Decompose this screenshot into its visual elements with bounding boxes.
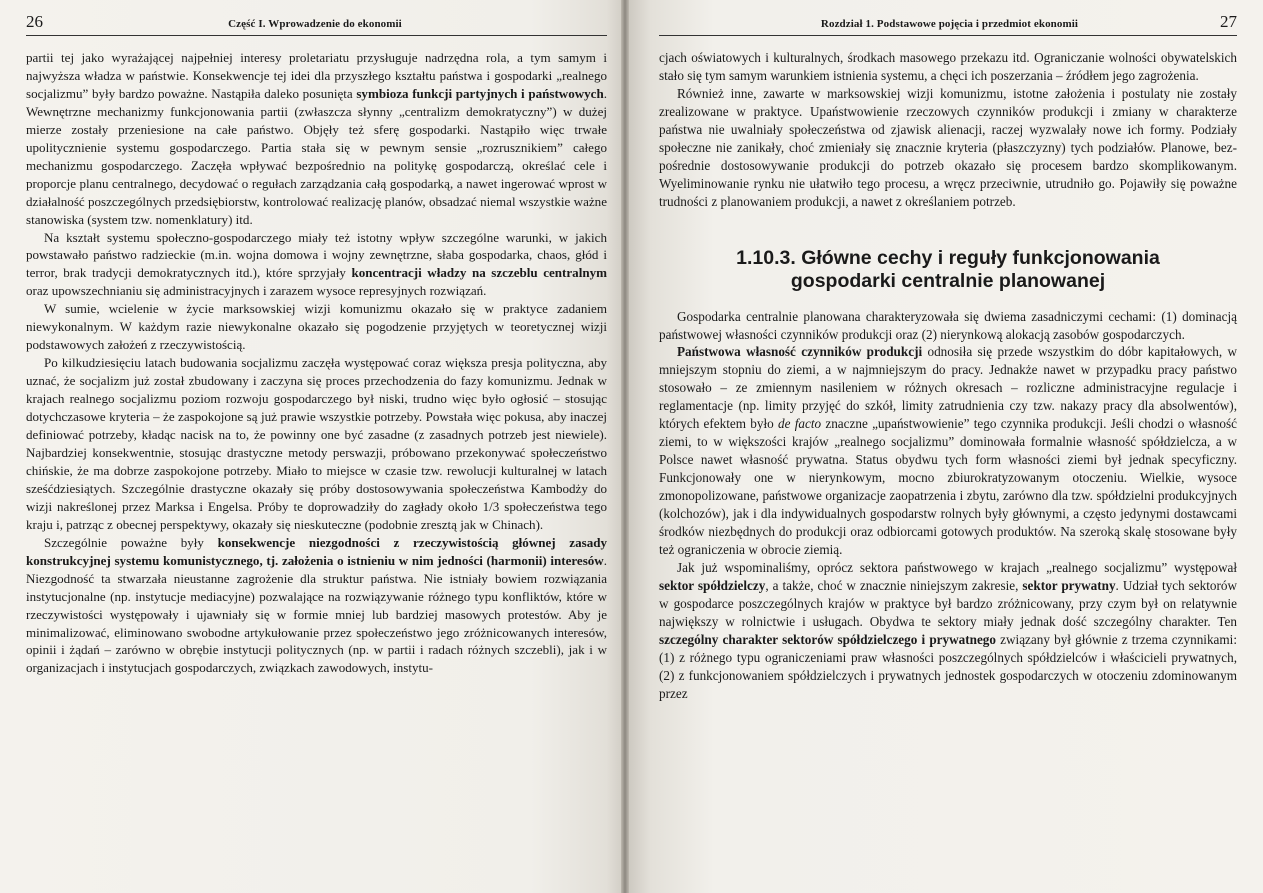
text-run: . Udział tych sektorów w gospodarce poszczególnych krajów w praktyce był bardzo zróżnicowany, przy czym był on relatywnie największy w rolnictwie i usługach. Obydwa te sektory miały jednak dość szczególny charakter. Ten <box>659 577 1238 629</box>
paragraph <box>26 229 607 301</box>
text-run: Szczególnie poważne były <box>44 534 218 550</box>
text-run: znaczne „upaństwowienie” tego czynnika produkcji. Jeśli chodzi o własność ziemi, to w większości krajów „realnego socjalizmu” dominowała formalnie własność spółdzielcza, a w Polsce nawet własność prywatna. Status obydwu tych form własności ziemi był jednak specyficzny. Funkcjonowały one w nierynkowym, mocno zbiurokratyzowanym otoczeniu. Wielkie, wysoce zmonopolizowane, państwowe organizacje zaopatrzenia i zbytu, zarówno dla tzw. spółdzielni produkcyjnych (kolchozów), jak i dla indywidualnych gospodarstw rolnych były głównymi, a często jedynymi dostawcami środków niezbędnych do produkcji oraz odbiorcami gotowych produktów. Na szeroką skalę stosowane były też ograniczenia w obrocie ziemią. <box>659 416 1238 557</box>
paragraph <box>26 354 607 534</box>
section-heading-line-1: 1.10.3. Główne cechy i reguły funkcjonowania <box>736 246 1160 269</box>
bold-term: sektor prywatny <box>1022 577 1116 593</box>
right-intro-text <box>659 49 1237 211</box>
left-running-head-title: Część I. Wprowadzenie do ekonomii <box>228 18 402 30</box>
section-heading-line-2: gospodarki centralnie planowanej <box>790 269 1106 292</box>
paragraph <box>26 49 607 229</box>
left-running-head <box>26 12 607 36</box>
right-running-head-title: Rozdział 1. Podstawowe pojęcia i przedmiot ekonomii <box>820 18 1079 30</box>
bold-term: sektor spółdzielczy <box>659 577 766 593</box>
bold-term: Państwowa własność czynników produkcji <box>677 344 923 360</box>
right-page-number: 27 <box>1220 12 1237 31</box>
bold-term: szczególny charakter sektorów spółdzielczego i prywatnego <box>659 631 996 647</box>
paragraph <box>659 49 1237 85</box>
book-gutter <box>621 0 629 893</box>
paragraph <box>659 343 1237 558</box>
bold-term: symbioza funkcji partyjnych i państwowych <box>356 85 604 101</box>
text-run: Również inne, zawarte w marksowskiej wizji komunizmu, istotne założenia i postulaty nie zostały zrealizowane w praktyce. Upaństwowienie rzeczowych czynników produkcji i zmiany w charakterze państwa nie uwalniały społeczeństwa od zjawisk alienacji, raczej wyzwalały nowe ich formy. Podziały społeczne nie zanikały, choć zmieniały się znacznie kryteria (płaszczyzny) tych podziałów. Planowe, bezpośrednie dostosowywanie produkcji do potrzeb okazało się procesem bardzo skomplikowanym. Wyeliminowanie rynku nie ułatwiło tego procesu, a wręcz przeciwnie, utrudniło go. Pojawiły się poważne trudności z planowaniem produkcji, a nawet z określaniem potrzeb. <box>659 85 1237 209</box>
text-run: Gospodarka centralnie planowana charakteryzowała się dwiema zasadniczymi cechami: (1) dominacją państwowej własności czynników produkcji oraz (2) nierynkową alokacją zasobów gospodarczych. <box>659 308 1237 342</box>
bold-term: konsekwencje niezgodności z rzeczywistością głównej zasady konstrukcyjnej systemu komunistycznego, tj. założenia o istnieniu w nim jedności (harmonii) interesów <box>26 534 607 568</box>
text-run: Jak już wspominaliśmy, oprócz sektora państwowego w krajach „realnego socjalizmu” występował <box>677 559 1237 575</box>
text-run: , a także, choć w znacznie niniejszym zakresie, <box>765 577 1023 593</box>
text-run: cjach oświatowych i kulturalnych, środkach masowego przekazu itd. Ograniczanie wolności obywatelskich stało się tym samym warunkiem istnienia systemu, a chęci ich poszerzania – źródłem jego zagrożenia. <box>659 50 1237 83</box>
left-page <box>0 0 625 893</box>
section-heading <box>659 247 1237 293</box>
left-page-number: 26 <box>26 12 43 31</box>
text-run: oraz upowszechnianiu się administracyjnych i zarazem wysoce represyjnych rozwiązań. <box>26 283 487 299</box>
text-run: . Niezgodność ta stwarzała nieustanne zagrożenie dla struktur państwa. Nie istniały bowiem rozwiązania instytucjonalne (np. instytucje mediacyjne) pozwalające na rozwiązywanie różnego typu konfliktów, które w rzeczywistości występowały i ujawniały się w formie mniej lub bardziej masowych protestów. Aby je minimalizować, eliminowano swobodne artykułowanie przez społeczeństwo jego zróżnicowanych interesów, opinii i żądań – zarówno w obrębie instytucji politycznych (np. w partii i radach różnych szczebli), jak i w organizacjach i instytucjach gospodarczych, związkach zawodowych, instytu- <box>26 552 607 676</box>
italic-term: de facto <box>778 416 822 432</box>
text-run: W sumie, wcielenie w życie marksowskiej wizji komunizmu okazało się w praktyce zadaniem niewykonalnym. W każdym razie niewykonalne okazało się pogodzenie przyjętych w teoretycznej wizji podstawowych założeń z rzeczywistością. <box>26 301 607 353</box>
text-run: Na kształt systemu społeczno-gospodarczego miały też istotny wpływ szczególne warunki, w jakich powstawało państwo radzieckie (m.in. wojna domowa i wojny zewnętrzne, słaba gospodarka, chaos, głód i terror, brak tradycji demokratycznych itd.), które sprzyjały <box>26 229 607 281</box>
paragraph <box>659 308 1237 344</box>
left-body-text <box>26 49 607 677</box>
bold-term: koncentracji władzy na szczeblu centralnym <box>351 265 607 281</box>
right-section-text <box>659 308 1237 703</box>
text-run: związany był głównie z trzema czynnikami: (1) z różnego typu ograniczeniami praw własności poszczególnych spółdzielców i właścicieli prywatnych, (2) z funkcjonowaniem spółdzielczych i prywatnych jednostek gospodarczych w otoczeniu zdominowanym przez <box>659 631 1237 701</box>
right-page <box>625 0 1263 893</box>
paragraph <box>659 85 1237 211</box>
text-run: partii tej jako wyrażającej najpełniej interesy proletariatu przysługuje nadrzędna rola, a tym samym i najwyższa władza w państwie. Konsekwencje tej idei dla przyszłego kształtu państwa i gospodarki „realnego socjalizmu” były bardzo poważne. Nastąpiła daleko posunięta <box>26 50 607 101</box>
paragraph <box>26 300 607 354</box>
paragraph <box>659 559 1237 703</box>
right-running-head <box>659 12 1237 36</box>
text-run: Po kilkudziesięciu latach budowania socjalizmu zaczęła występować coraz większa presja polityczna, aby uznać, że socjalizm już został zbudowany i zaczyna się proces przechodzenia do fazy komunizmu. Jednak w krajach realnego socjalizmu poziom rozwoju gospodarczego był niski, trudno więc było ogłosić – stosując dotychczasowe kryteria – że zaspokojone są już prawie wszystkie potrzeby. Powstała więc pokusa, aby inaczej definiować potrzeby, kładąc nacisk na to, że powinny one być zasadne (z zasadnych potrzeb jest niewiele). Najbardziej konsekwentnie, stosując drastyczne metody perswazji, próbowano przekonywać społeczeństwo chińskie, że ma dobrze zaspokojone potrzeby. Miało to miejsce w czasie tzw. rewolucji kulturalnej w latach sześćdziesiątych. Szczególnie drastyczne okazały się próby dostosowywania społeczeństwa Kambodży do wizji nakreślonej przez Marksa i Engelsa. Próby te doprowadziły do zagłady około 1/3 społeczeństwa tego kraju i, patrząc z obecnej perspektywy, okazały się nieskuteczne (podobnie zresztą jak w Chinach). <box>26 355 607 532</box>
paragraph <box>26 534 607 678</box>
text-run: odnosiła się przede wszystkim do dóbr kapitałowych, w mniejszym stopniu do ziemi, a w najmniejszym do pracy. Jednakże nawet w przypadku pracy państwo stosowało – ze zmiennym nasileniem w różnych okresach – rozliczne administracyjne regulacje i reglamentacje (np. limity przyjęć do szkół, limity zatrudnienia czy tzw. nakazy pracy dla absolwentów), których efektem było <box>659 344 1237 432</box>
text-run: . Wewnętrzne mechanizmy funkcjonowania partii (zwłaszcza słynny „centralizm demokratyczny”) w dużej mierze zostały przeniesione na całe państwo. Objęły też sferę gospodarki. Nastąpiło więc trwałe upolitycznienie systemu gospodarczego. Partia stała się w pewnym sensie „rozrusznikiem” całego mechanizmu gospodarczego. Zaczęła wpływać bezpośrednio na politykę gospodarczą, określać cele i proporcje planu centralnego, decydować o regułach zarządzania całą gospodarką, a nawet ingerować wprost w działalność poszczególnych przedsiębiorstw, kontrolować realizację planów, obsadzać niemal wszystkie ważne stanowiska (system tzw. nomenklatury) itd. <box>26 85 607 227</box>
